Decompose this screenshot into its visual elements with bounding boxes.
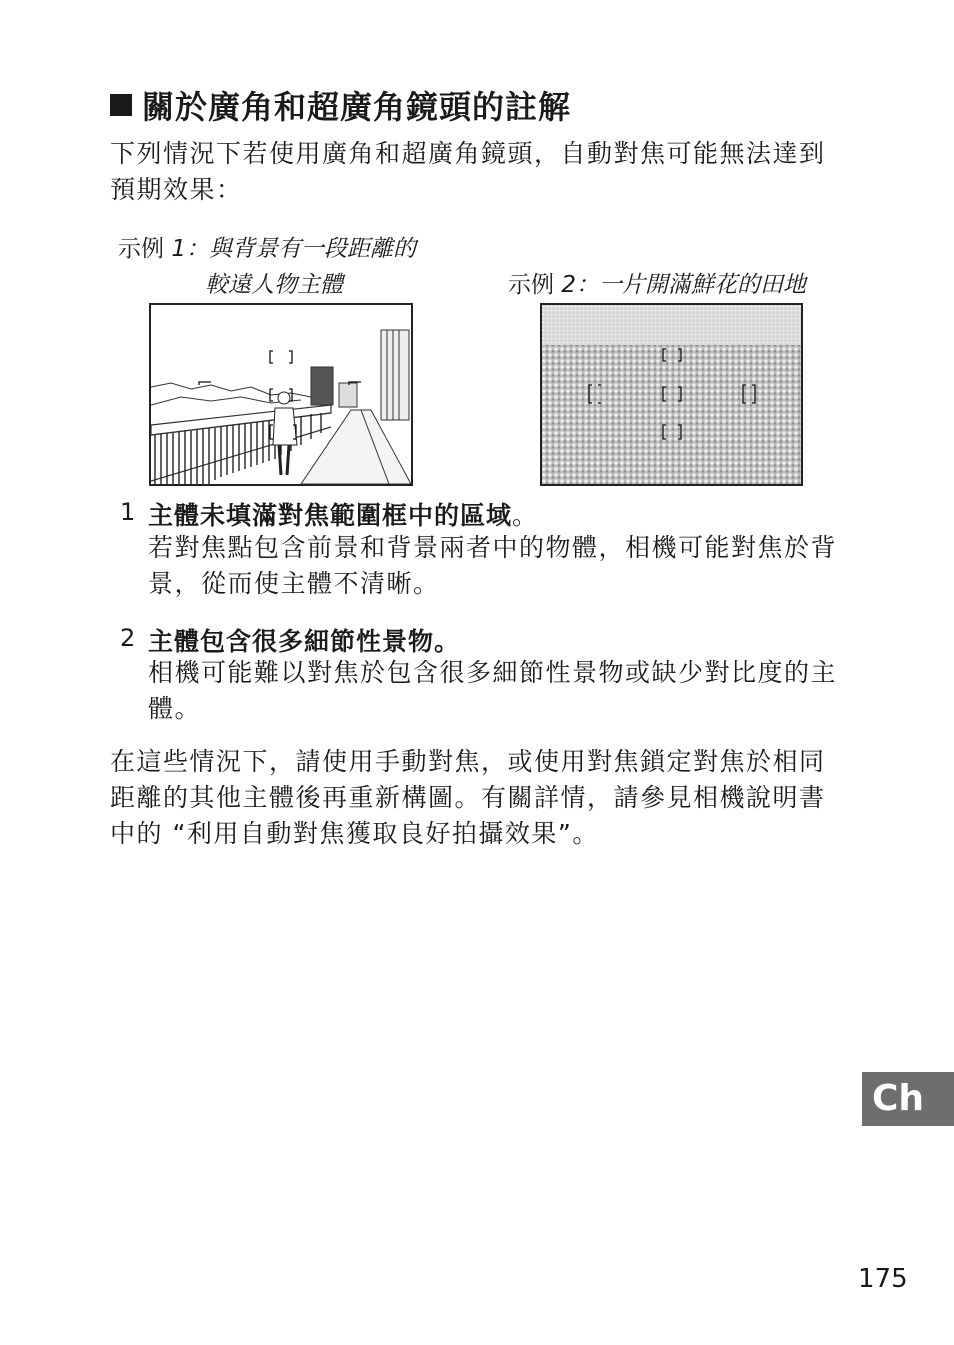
street-scene-illustration — [151, 305, 411, 484]
example-1-caption-line1: ：與背景有一段距離的 — [185, 236, 416, 262]
intro-paragraph: 下列情況下若使用廣角和超廣角鏡頭，自動對焦可能無法達到預期效果： — [110, 139, 826, 204]
item-1-description: 若對焦點包含前景和背景兩者中的物體，相機可能對焦於背景，從而使主體不清晰。 — [148, 533, 838, 598]
item-1-number: 1 — [120, 498, 136, 526]
item-2-title: 主體包含很多細節性景物。 — [148, 627, 461, 656]
square-bullet-icon — [110, 94, 132, 116]
item-1-title-suffix: 。 — [512, 501, 539, 530]
example-2-label: 示例 — [508, 272, 554, 298]
example-1-number: 1 — [171, 236, 186, 262]
example-1-caption-line2: 較遠人物主體 — [205, 272, 343, 298]
item-1-title-text: 主體未填滿對焦範圍框中的區域 — [148, 501, 513, 530]
outro-paragraph: 在這些情況下，請使用手動對焦，或使用對焦鎖定對焦於相同距離的其他主體後再重新構圖。有關詳情，請參見相機說明書中的 “利用自動對焦獲取良好拍攝效果”。 — [110, 747, 826, 848]
item-2-number: 2 — [120, 624, 136, 652]
example-1-caption — [118, 230, 416, 263]
section-title — [110, 82, 571, 128]
page-number: 175 — [858, 1264, 908, 1294]
example-2-number: 2 — [561, 272, 576, 298]
item-2-description: 相機可能難以對焦於包含很多細節性景物或缺少對比度的主體。 — [148, 658, 838, 723]
item-1-title — [148, 496, 538, 532]
section-title-text: 關於廣角和超廣角鏡頭的註解 — [142, 88, 572, 126]
chapter-tab: Ch — [862, 1072, 954, 1126]
flower-field-illustration — [542, 305, 801, 484]
example-1-image — [149, 303, 413, 486]
example-2-caption — [508, 266, 806, 299]
example-2-caption-line1: ：一片開滿鮮花的田地 — [575, 272, 806, 298]
example-1-label: 示例 — [118, 236, 164, 262]
example-2-image — [540, 303, 803, 486]
